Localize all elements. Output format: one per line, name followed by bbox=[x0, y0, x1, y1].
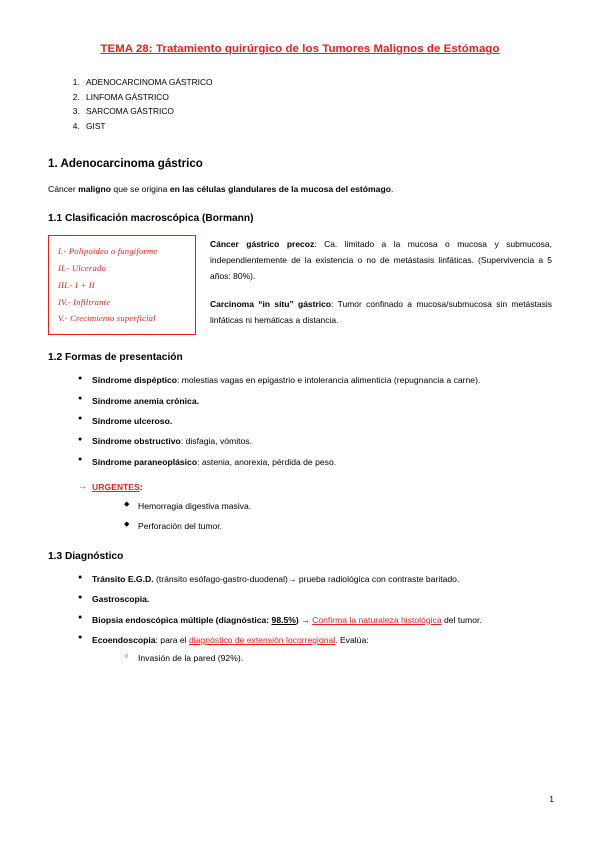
toc-item: 2. LINFOMA GÁSTRICO bbox=[82, 90, 552, 105]
item-text: : disfagia, vómitos. bbox=[180, 436, 252, 447]
item-term: Síndrome paraneoplásico bbox=[92, 456, 198, 467]
definition-term-precoz: Cáncer gástrico precoz bbox=[210, 239, 315, 250]
biopsia-arrow: → bbox=[298, 614, 313, 625]
page-title: TEMA 28: Tratamiento quirúrgico de los Tumores Malignos de Estómago bbox=[100, 43, 500, 55]
definition-cancer-precoz bbox=[210, 237, 552, 284]
item-term-ecoendoscopia: Ecoendoscopia bbox=[92, 634, 156, 645]
section-heading-adenocarcinoma: 1. Adenocarcinoma gástrico bbox=[48, 156, 203, 170]
item-term-gastroscopia: Gastroscopia. bbox=[92, 594, 150, 605]
bormann-item: II.- Ulcerado bbox=[58, 263, 106, 274]
definition-carcinoma-in-situ bbox=[210, 297, 552, 328]
macroscopic-classification-block bbox=[48, 235, 552, 335]
bormann-item: V.- Crecimiento superficial bbox=[58, 313, 156, 324]
list-item bbox=[78, 593, 552, 606]
biopsia-close-paren: ) bbox=[295, 614, 299, 625]
urgentes-sublist bbox=[92, 500, 552, 534]
eco-link: diagnóstico de extensión locorregional bbox=[188, 634, 336, 645]
list-item-urgentes bbox=[78, 481, 552, 534]
eco-mid: : para el bbox=[155, 634, 189, 645]
biopsia-tail: del tumor. bbox=[441, 614, 482, 625]
item-term: Síndrome dispéptico bbox=[92, 375, 177, 386]
list-item: ○ Invasión de la pared (92%). bbox=[124, 652, 552, 665]
definition-term-in-situ: Carcinoma “in situ” gástrico bbox=[210, 299, 332, 310]
urgentes-block bbox=[48, 481, 552, 534]
list-item bbox=[78, 456, 552, 469]
item-term: Síndrome obstructivo bbox=[92, 436, 181, 447]
list-item bbox=[78, 614, 552, 627]
list-item bbox=[78, 415, 552, 428]
urgentes-colon: : bbox=[139, 481, 143, 492]
list-item bbox=[78, 374, 552, 387]
macroscopic-definitions bbox=[210, 235, 552, 329]
page-number: 1 bbox=[549, 794, 554, 804]
bormann-roman-box bbox=[48, 235, 196, 335]
list-item: ◆ Perforación del tumor. bbox=[124, 520, 552, 533]
item-text: : molestias vagas en epigastrio e intolerancia alimenticia (repugnancia a carne). bbox=[177, 375, 481, 386]
list-item bbox=[78, 634, 552, 666]
item-text-transito: (tránsito esófago-gastro-duodenal)→ prueba radiológica con contraste baritado. bbox=[153, 574, 460, 585]
toc-item: 3. SARCOMA GÁSTRICO bbox=[82, 104, 552, 119]
list-item bbox=[78, 395, 552, 408]
toc-item: 4. GIST bbox=[82, 119, 552, 134]
intro-text-3: . bbox=[390, 183, 394, 194]
urgentes-label: URGENTES bbox=[92, 481, 140, 492]
item-term: Síndrome anemia crónica. bbox=[92, 395, 199, 406]
definition-text-precoz: : Ca. limitado a la mucosa o mucosa y submucosa, independientemente de la existencia o no de metástasis linfáticas. (Supervivencia a 5 años: 80%). bbox=[210, 239, 552, 281]
list-item bbox=[78, 435, 552, 448]
bormann-item: III.- I + II bbox=[58, 279, 95, 290]
intro-bold-celulas: en las células glandulares de la mucosa del estómago bbox=[169, 183, 391, 194]
item-term-biopsia: Biopsia endoscópica múltiple (diagnóstica: bbox=[92, 614, 272, 625]
biopsia-link: Confirma la naturaleza histológica bbox=[312, 614, 442, 625]
subsection-heading-diagnostico: 1.3 Diagnóstico bbox=[48, 550, 124, 562]
intro-paragraph bbox=[48, 183, 552, 196]
definition-text-in-situ: : Tumor confinado a mucosa/submucosa sin metástasis linfáticas ni hemáticas a distancia. bbox=[210, 299, 553, 326]
item-text: : astenia, anorexia, pérdida de peso. bbox=[197, 456, 337, 467]
ecoendoscopia-sublist bbox=[92, 652, 552, 665]
diagnostico-list bbox=[48, 573, 552, 666]
biopsia-percentage: 98.5% bbox=[271, 614, 296, 625]
list-item: ◆ Hemorragia digestiva masiva. bbox=[124, 500, 552, 513]
bormann-item: IV.- Infiltrante bbox=[58, 296, 111, 307]
table-of-contents bbox=[48, 75, 552, 134]
subsection-heading-formas-presentacion: 1.2 Formas de presentación bbox=[48, 352, 183, 364]
eco-tail: . Evalúa: bbox=[335, 634, 369, 645]
intro-bold-maligno: maligno bbox=[78, 183, 112, 194]
intro-text-1: Cáncer bbox=[48, 183, 79, 194]
intro-text-2: que se origina bbox=[111, 183, 170, 194]
item-term: Síndrome ulceroso. bbox=[92, 415, 173, 426]
item-term-transito: Tránsito E.G.D. bbox=[92, 574, 154, 585]
list-item bbox=[78, 573, 552, 586]
subsection-heading-clasificacion: 1.1 Clasificación macroscópica (Bormann) bbox=[48, 213, 254, 225]
bormann-item: I.- Polipoideo o fungiforme bbox=[58, 246, 158, 257]
toc-item: 1. ADENOCARCINOMA GÁSTRICO bbox=[82, 75, 552, 90]
formas-presentacion-list bbox=[48, 374, 552, 469]
